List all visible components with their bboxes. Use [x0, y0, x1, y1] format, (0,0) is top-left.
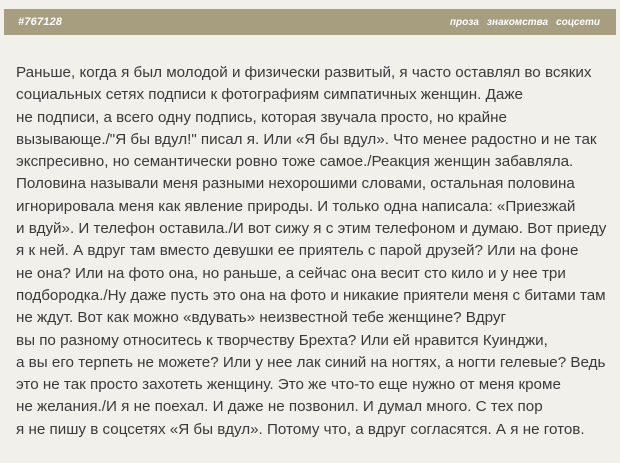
story-line: не ждут. Вот как можно «вдувать» неизвестной тебе женщине? Вдруг [16, 309, 507, 327]
story-line: Раньше, когда я был молодой и физически развитый, я часто оставлял во всяких [16, 64, 592, 81]
story-line: игнорировала меня как явление природы. И только одна написала: «Приезжай [16, 197, 576, 215]
tag-socseti[interactable]: соцсети [556, 16, 600, 28]
story-line: вы по разному относитесь к творчеству Брехта? Или ей нравится Куинджи, [16, 331, 548, 349]
story-line: я к ней. А вдруг там вместо девушки ее приятель с парой друзей? Или на фоне [16, 242, 579, 260]
post-id-link[interactable]: #767128 [18, 16, 63, 28]
story-line: это не так просто захотеть женщину. Это же что-то еще нужно от меня кроме [16, 376, 561, 394]
story-line: и вдуй». И телефон оставила./И вот сижу я с этим телефоном и думаю. Вот приеду [16, 220, 607, 238]
story-line: вызывающе./"Я бы вдул!" писал я. Или «Я бы вдул». Что менее радостно и не так [16, 130, 597, 148]
tag-proza[interactable]: проза [449, 16, 479, 28]
tag-list [450, 17, 600, 28]
story-header [4, 9, 616, 35]
story-line: я не пишу в соцсетях «Я бы вдул». Потому что, а вдруг согласятся. А я не готов. [16, 420, 585, 438]
story-line: подбородка./Ну даже пусть это она на фото и никакие приятели меня с битами там [16, 286, 606, 304]
story-line: не желания./И я не поехал. И даже не позвонил. И думал много. С тех пор [16, 398, 543, 416]
story-line: не она? Или на фото она, но раньше, а сейчас она весит сто кило и у нее три [16, 264, 566, 282]
story-line: Половина называли меня разными нехорошими словами, остальная половина [16, 175, 575, 193]
story-text [16, 62, 614, 441]
tag-znakomstva[interactable]: знакомства [486, 16, 549, 28]
story-line: социальных сетях подписи к фотографиям симпатичных женщин. Даже [16, 86, 523, 104]
story-line: не подписи, а всего одну подпись, которая звучала просто, но крайне [16, 108, 507, 126]
story-line: а вы его терпеть не можете? Или у нее лак синий на ногтях, а ногти гелевые? Ведь [16, 353, 606, 371]
story-line: экспресивно, но семантически ровно тоже самое./Реакция женщин забавляла. [16, 153, 574, 171]
